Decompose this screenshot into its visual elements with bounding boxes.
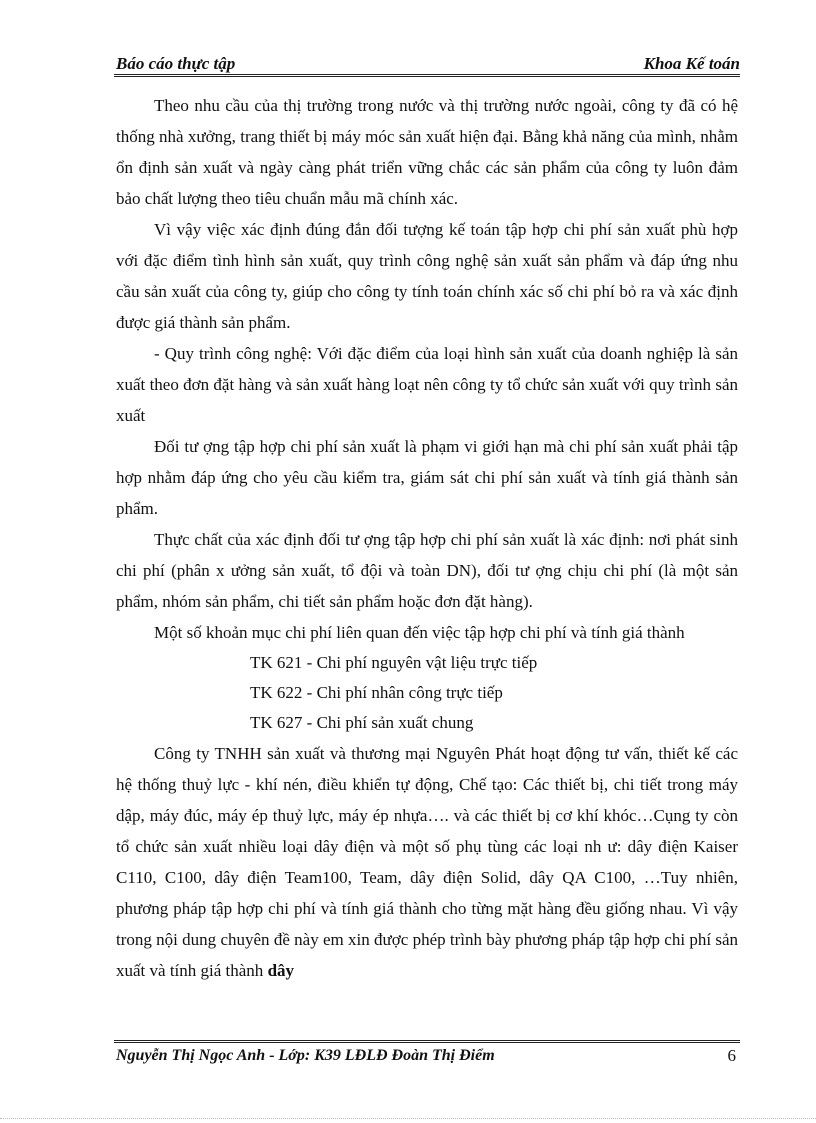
page-number: 6 bbox=[727, 1046, 736, 1065]
page-separator bbox=[0, 1118, 816, 1119]
paragraph-last bbox=[116, 738, 738, 986]
header-report-title: Báo cáo thực tập bbox=[116, 54, 236, 73]
footer-author: Nguyễn Thị Ngọc Anh - Lớp: K39 LĐLĐ Đoàn Thị Điểm bbox=[116, 1047, 495, 1064]
header-department: Khoa Kế toán bbox=[643, 54, 740, 73]
bold-word: dây bbox=[267, 961, 295, 980]
paragraph-text: Công ty TNHH sản xuất và thương mại Nguyên Phát hoạt động tư vấn, thiết kế các hệ thống thuỷ lực - khí nén, điều khiển tự động, Chế tạo: Các thiết bị, chi tiết trong máy dập, máy đúc, máy ép thuỷ lực, máy ép nhựa…. và các thiết bị cơ khí khóc…Cụng ty còn tổ chức sản xuất nhiều loại dây điện và một số phụ tùng các loại nh ư: dây điện Kaiser C110, C100, dây điện Team100, Team, dây điện Solid, dây QA C100, …Tuy nhiên, phương pháp tập hợp chi phí và tính giá thành cho từng mặt hàng đều giống nhau. Vì vậy trong nội dung chuyên đề này em xin được phép trình bày phương pháp tập hợp chi phí sản xuất và tính giá thành bbox=[116, 744, 738, 980]
paragraph: Đối tư ợng tập hợp chi phí sản xuất là phạm vi giới hạn mà chi phí sản xuất phải tập hợp nhằm đáp ứng cho yêu cầu kiểm tra, giám sát chi phí sản xuất và tính giá thành sản phẩm. bbox=[116, 437, 738, 518]
account-item: TK 621 - Chi phí nguyên vật liệu trực tiếp bbox=[250, 653, 538, 672]
document-body bbox=[116, 90, 738, 986]
page-header bbox=[114, 52, 740, 77]
paragraph: Theo nhu cầu của thị trường trong nước và thị trường nước ngoài, công ty đã có hệ thống nhà xưởng, trang thiết bị máy móc sản xuất hiện đại. Bằng khả năng của mình, nhằm ổn định sản xuất và ngày càng phát triển vững chắc các sản phẩm của công ty luôn đảm bảo chất lượng theo tiêu chuẩn mẫu mã chính xác. bbox=[116, 96, 738, 208]
paragraph: Một số khoản mục chi phí liên quan đến việc tập hợp chi phí và tính giá thành bbox=[154, 623, 685, 642]
page-footer bbox=[114, 1040, 740, 1067]
paragraph: - Quy trình công nghệ: Với đặc điểm của loại hình sản xuất của doanh nghiệp là sản xuất theo đơn đặt hàng và sản xuất hàng loạt nên công ty tổ chức sản xuất với quy trình sản xuất bbox=[116, 344, 738, 425]
paragraph: Thực chất của xác định đối tư ợng tập hợp chi phí sản xuất là xác định: nơi phát sinh chi phí (phân x ưởng sản xuất, tổ đội và toàn DN), đối tư ợng chịu chi phí (là một sản phẩm, nhóm sản phẩm, chi tiết sản phẩm hoặc đơn đặt hàng). bbox=[116, 530, 738, 611]
account-item: TK 622 - Chi phí nhân công trực tiếp bbox=[250, 683, 503, 702]
account-item: TK 627 - Chi phí sản xuất chung bbox=[250, 713, 474, 732]
paragraph: Vì vậy việc xác định đúng đắn đối tượng kế toán tập hợp chi phí sản xuất phù hợp với đặc điểm tình hình sản xuất, quy trình công nghệ sản xuất sản phẩm và đáp ứng nhu cầu sản xuất của công ty, giúp cho công ty tính toán chính xác số chi phí bỏ ra và xác định được giá thành sản phẩm. bbox=[116, 220, 738, 332]
